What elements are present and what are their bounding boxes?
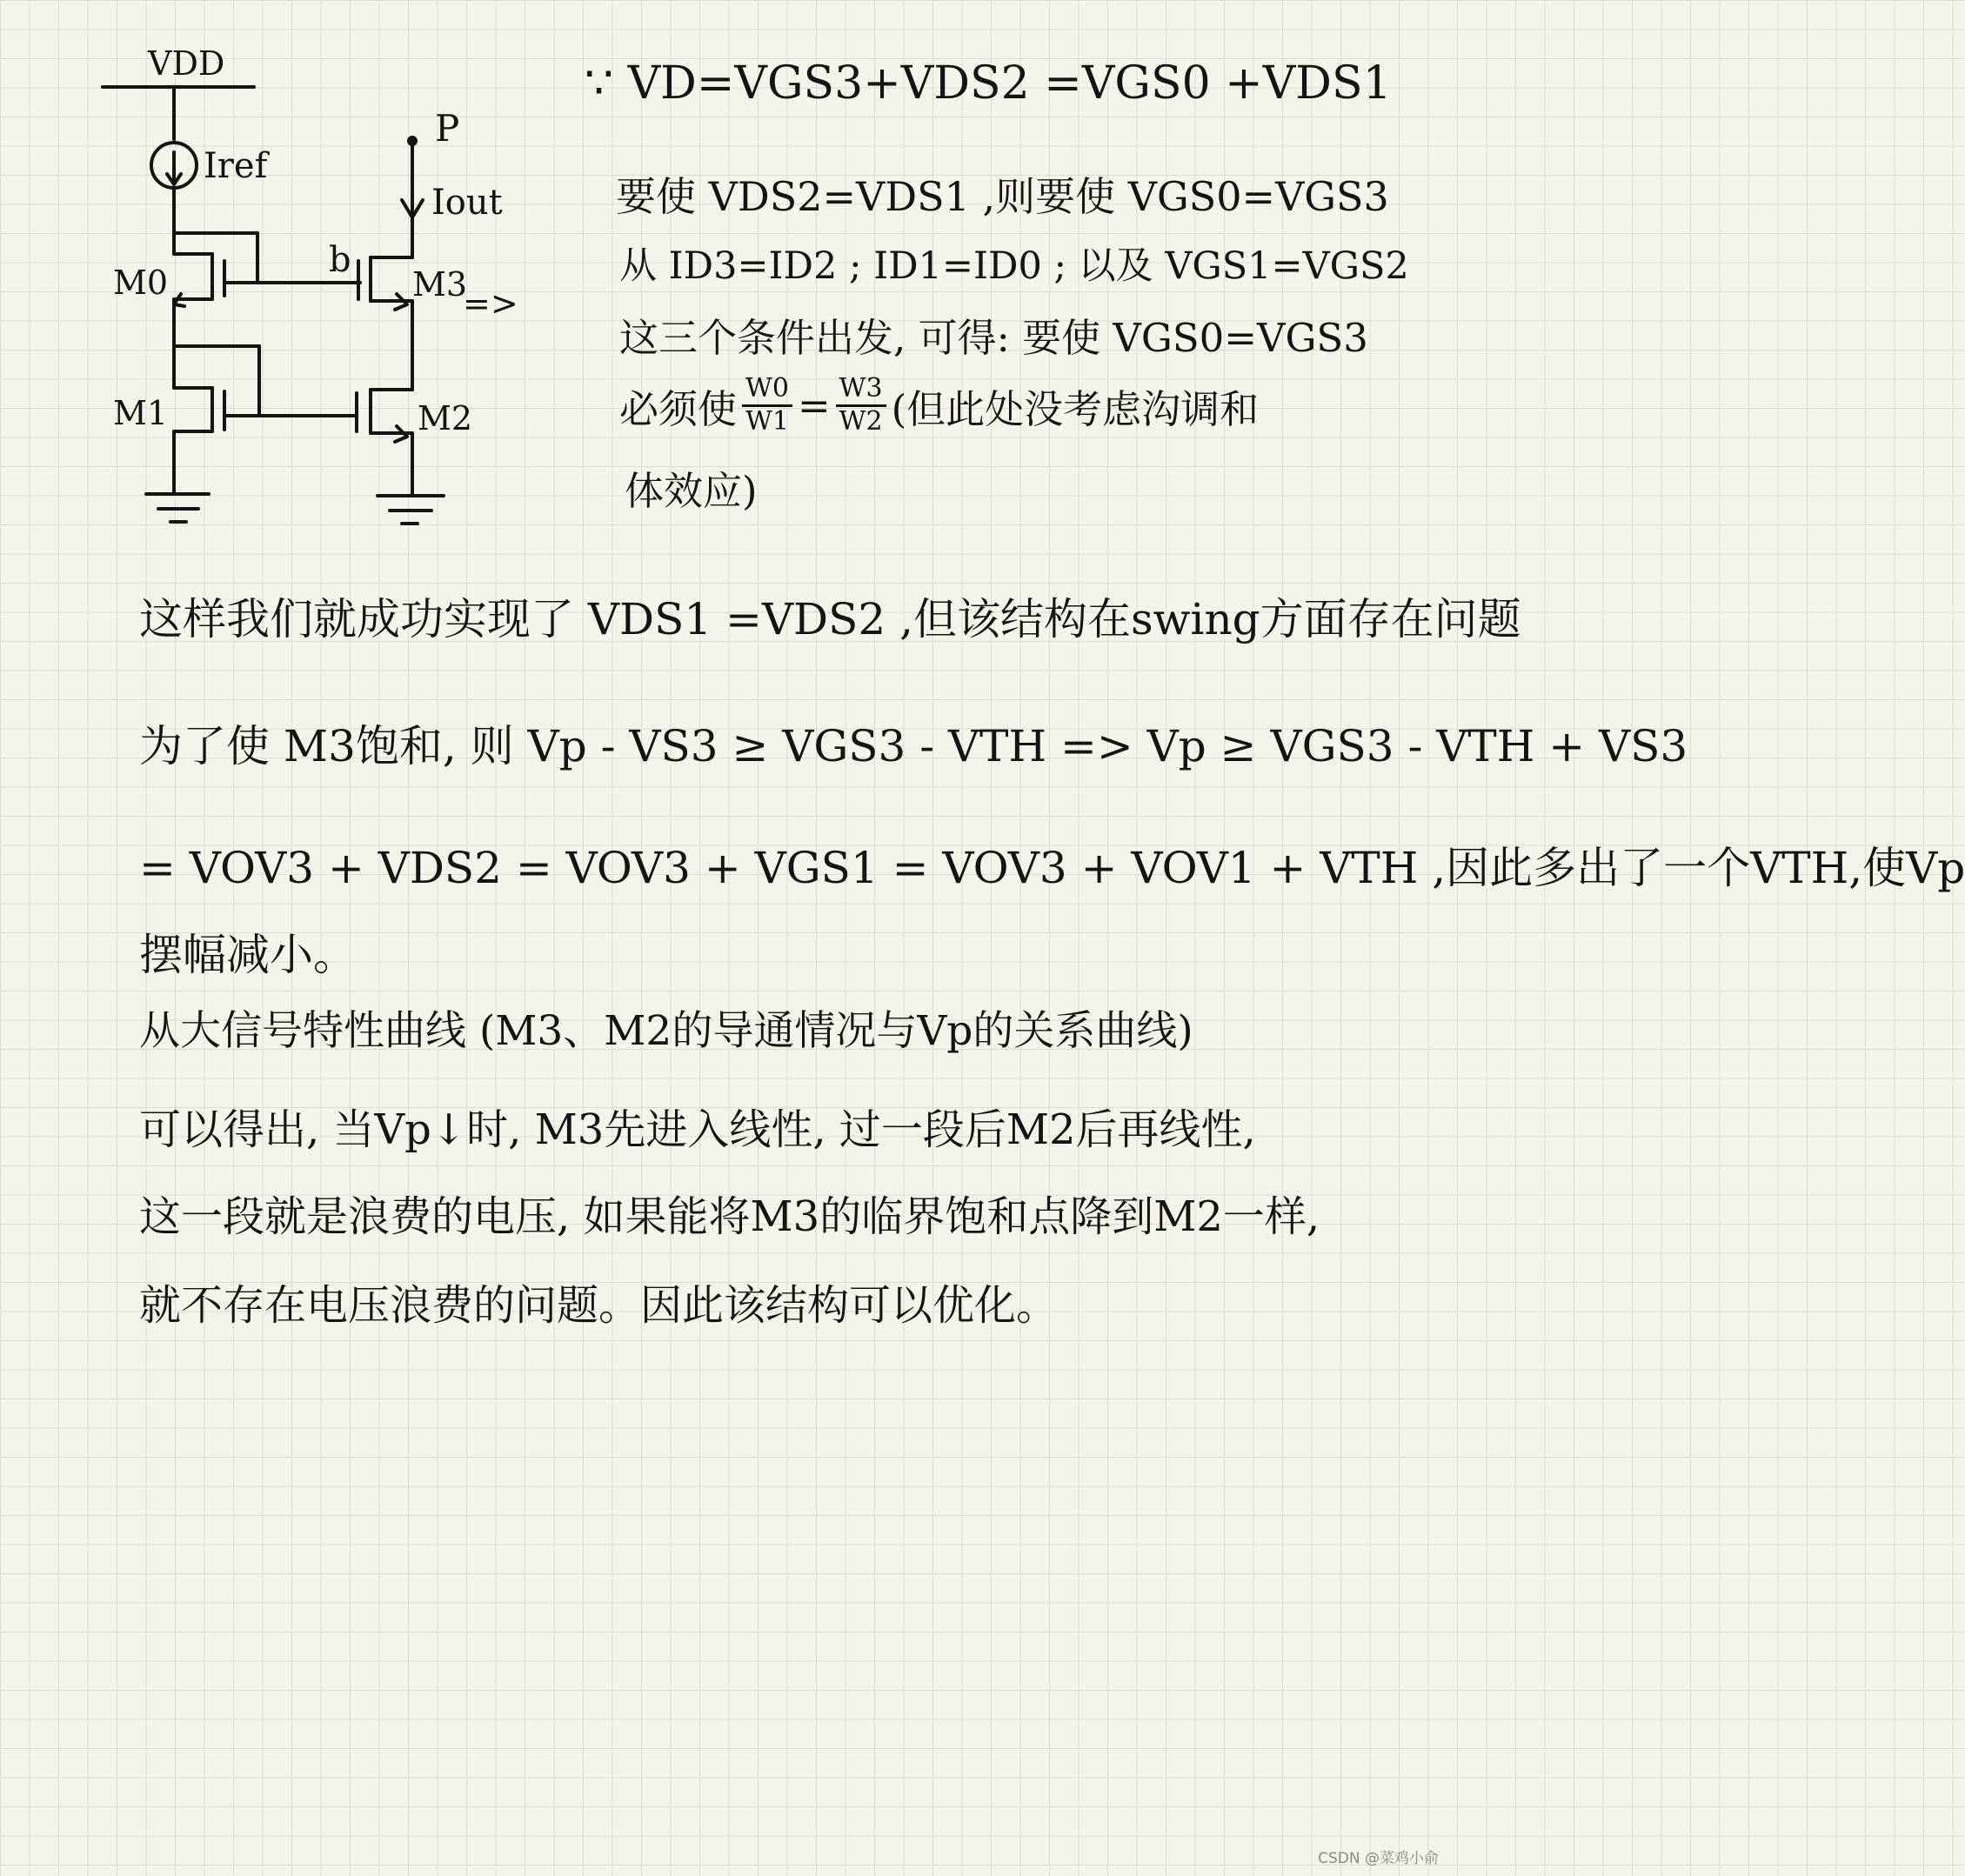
body-line-3: = VOV3 + VDS2 = VOV3 + VGS1 = VOV3 + VOV1 + VTH ,因此多出了一个VTH,使Vp bbox=[139, 843, 1965, 893]
ratio-w0-w1 bbox=[742, 374, 792, 437]
note-line-1: 要使 VDS2=VDS1 ,则要使 VGS0=VGS3 bbox=[616, 173, 1389, 220]
body-line-8: 就不存在电压浪费的问题。因此该结构可以优化。 bbox=[139, 1281, 1059, 1330]
m0-label: M0 bbox=[113, 264, 169, 302]
body-line-4: 摆幅减小。 bbox=[139, 930, 357, 980]
w3-numerator: W3 bbox=[836, 374, 886, 407]
w0-numerator: W0 bbox=[742, 374, 792, 407]
w2-denominator: W2 bbox=[839, 405, 883, 437]
watermark: CSDN @菜鸡小俞 bbox=[1318, 1850, 1439, 1867]
cascode-current-mirror-schematic bbox=[0, 0, 574, 539]
note-line-4-suffix: (但此处没考虑沟调和 bbox=[891, 385, 1260, 432]
vdd-label: VDD bbox=[148, 44, 225, 83]
body-line-5: 从大信号特性曲线 (M3、M2的导通情况与Vp的关系曲线) bbox=[139, 1007, 1193, 1055]
note-line-4 bbox=[619, 374, 1259, 437]
m2-label: M2 bbox=[418, 399, 473, 437]
body-line-2: 为了使 M3饱和, 则 Vp - VS3 ≥ VGS3 - VTH => Vp ≥ VGS3 - VTH + VS3 bbox=[139, 721, 1688, 771]
body-line-1: 这样我们就成功实现了 VDS1 =VDS2 ,但该结构在swing方面存在问题 bbox=[139, 594, 1521, 644]
iout-label: Iout bbox=[431, 183, 503, 223]
note-line-5: 体效应) bbox=[625, 468, 758, 514]
note-line-3: 这三个条件出发, 可得: 要使 VGS0=VGS3 bbox=[619, 315, 1368, 361]
note-line-4-prefix: 必须使 bbox=[619, 385, 738, 432]
note-line-2: 从 ID3=ID2 ; ID1=ID0 ; 以及 VGS1=VGS2 bbox=[619, 244, 1409, 288]
body-line-7: 这一段就是浪费的电压, 如果能将M3的临界饱和点降到M2一样, bbox=[139, 1192, 1320, 1241]
ratio-w3-w2 bbox=[836, 374, 886, 437]
iref-label: Iref bbox=[204, 146, 268, 186]
ratio-equals: = bbox=[797, 382, 831, 429]
drain-voltage-equation: ∵ VD=VGS3+VDS2 =VGS0 +VDS1 bbox=[585, 57, 1392, 110]
m1-label: M1 bbox=[113, 394, 169, 432]
body-line-6: 可以得出, 当Vp↓时, M3先进入线性, 过一段后M2后再线性, bbox=[139, 1105, 1256, 1154]
p-node-label: P bbox=[435, 107, 460, 150]
b-node-label: b bbox=[329, 240, 351, 280]
implies-arrow: => bbox=[463, 284, 518, 323]
m3-label: M3 bbox=[412, 265, 468, 304]
w1-denominator: W1 bbox=[745, 405, 789, 437]
